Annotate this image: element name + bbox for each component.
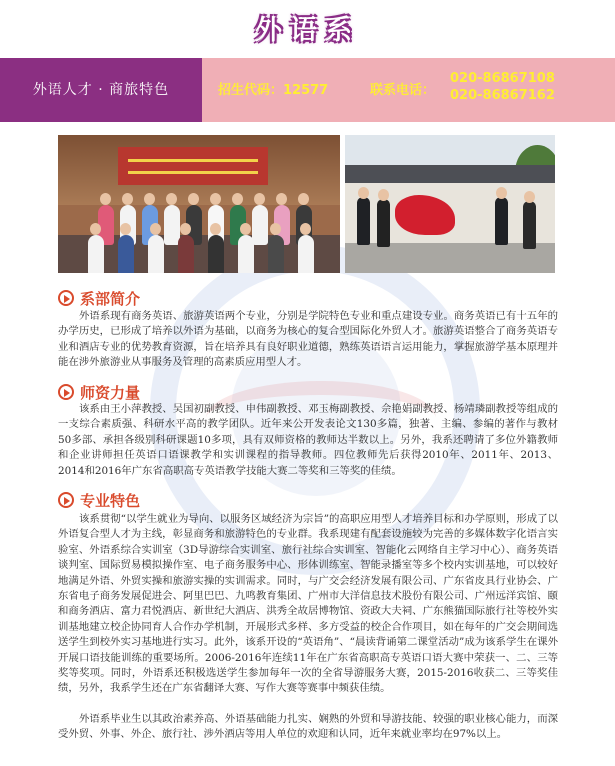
section-header-features: [58, 490, 140, 510]
phone-number-1: 020-86867108: [450, 71, 555, 86]
group-photo: [58, 135, 340, 273]
phone-numbers: [450, 70, 555, 104]
section-paragraph: 该系由王小萍教授、吴国初副教授、申伟副教授、邓玉梅副教授、佘艳娟副教授、杨靖璘副教授等组成的一支综合素质强、科研水平高的教学团队。近年来公开发表论文130多篇，独著、主编、参编的著作与教材50多部、承担各级别科研课题10多项，具有双师资格的教师达半数以上。另外，我系还聘请了多位外籍教师和企业讲师担任英语口语课教学和实训课程的指导教师。四位教师先后获得2010年、2011年、2013、2014和2016年广东省高职高专英语教学技能大赛二等奖和三等奖的佳绩。: [58, 403, 558, 477]
section-paragraph: 该系贯彻“以学生就业为导向、以服务区域经济为宗旨”的高职应用型人才培养目标和办学原则，形成了以外语复合型人才为主线，彰显商务和旅游特色的专业群。我系现建有配套设施较为完善的多媒体数字化语言实验室、外语系综合实训室（3D导游综合实训室、旅行社综合实训室、智能化云网络自主学习中心）、商务英语谈判室、国际贸易模拟操作室、电子商务服务中心、形体训练室、智能录播室等多个校内实训基地，可以较好地满足外语、外贸实操和旅游实操的实训需求。同时，与广交会经济发展有限公司、广东省皮具行业协会、广东省电子商务发展促进会、阿里巴巴、九鸣教育集团、广州市大洋信息技术股份有限公司、广州远洋宾馆、颐和商务酒店、富力君悦酒店、新世纪大酒店、洪秀全故居博物馆、资政大夫祠、广东熊猫国际旅行社等校外实训基地建立校企协同育人合作办学机制，开展形式多样、多方受益的校企合作项目，如在每年的广交会期间选送学生到校外实习基地进行实习。此外，该系开设的“英语角”、“晨读背诵第二课堂活动”成为该系学生在课外开展口语技能训练的重要场所。2006-2016年连续11年在广东省高职高专英语口语大赛中荣获一、二、三等奖等奖项。同时，外语系还积极选送学生参加每年一次的全省导游服务大赛，2015-2016收获二、三等奖佳绩，另外，我系学生还在广东省翻译大赛、写作大赛等赛事中频获佳绩。: [58, 513, 558, 695]
header-band: [0, 58, 615, 122]
section-header-intro: [58, 288, 140, 308]
slogan-panel: [0, 58, 202, 122]
slogan-text: 外语人才 · 商旅特色: [32, 82, 170, 98]
play-bullet-icon: [58, 492, 74, 508]
section-title: 专业特色: [80, 491, 141, 510]
section-header-faculty: [58, 382, 140, 402]
play-bullet-icon: [58, 290, 74, 306]
phone-label: 联系电话：: [370, 83, 436, 98]
contact-panel: [202, 58, 615, 122]
section-paragraph: 外语系现有商务英语、旅游英语两个专业，分别是学院特色专业和重点建设专业。商务英语已有十五年的办学历史，已形成了培养以外语为基础，以商务为核心的复合型国际化外贸人才。旅游英语整合了商务英语专业和酒店专业的优势教育资源，旨在培养具有良好职业道德，熟练英语语言运用能力，掌握旅游学基本原理并能在涉外旅游业从事服务及管理的高素质应用型人才。: [58, 310, 558, 369]
enroll-code: 招生代码：12577: [218, 83, 329, 98]
section-paragraph: 外语系毕业生以其政治素养高、外语基础能力扎实、娴熟的外贸和导游技能、较强的职业核心能力，而深受外贸、外事、外企、旅行社、涉外酒店等用人单位的欢迎和认同，近年来就业率均在97%以上。: [58, 713, 558, 741]
play-bullet-icon: [58, 384, 74, 400]
section-title: 系部简介: [80, 289, 141, 308]
page-title: 外语系: [255, 15, 360, 46]
plaque-unveiling-photo: [345, 135, 555, 273]
phone-number-2: 020-86867162: [450, 88, 555, 103]
section-title: 师资力量: [80, 383, 141, 402]
